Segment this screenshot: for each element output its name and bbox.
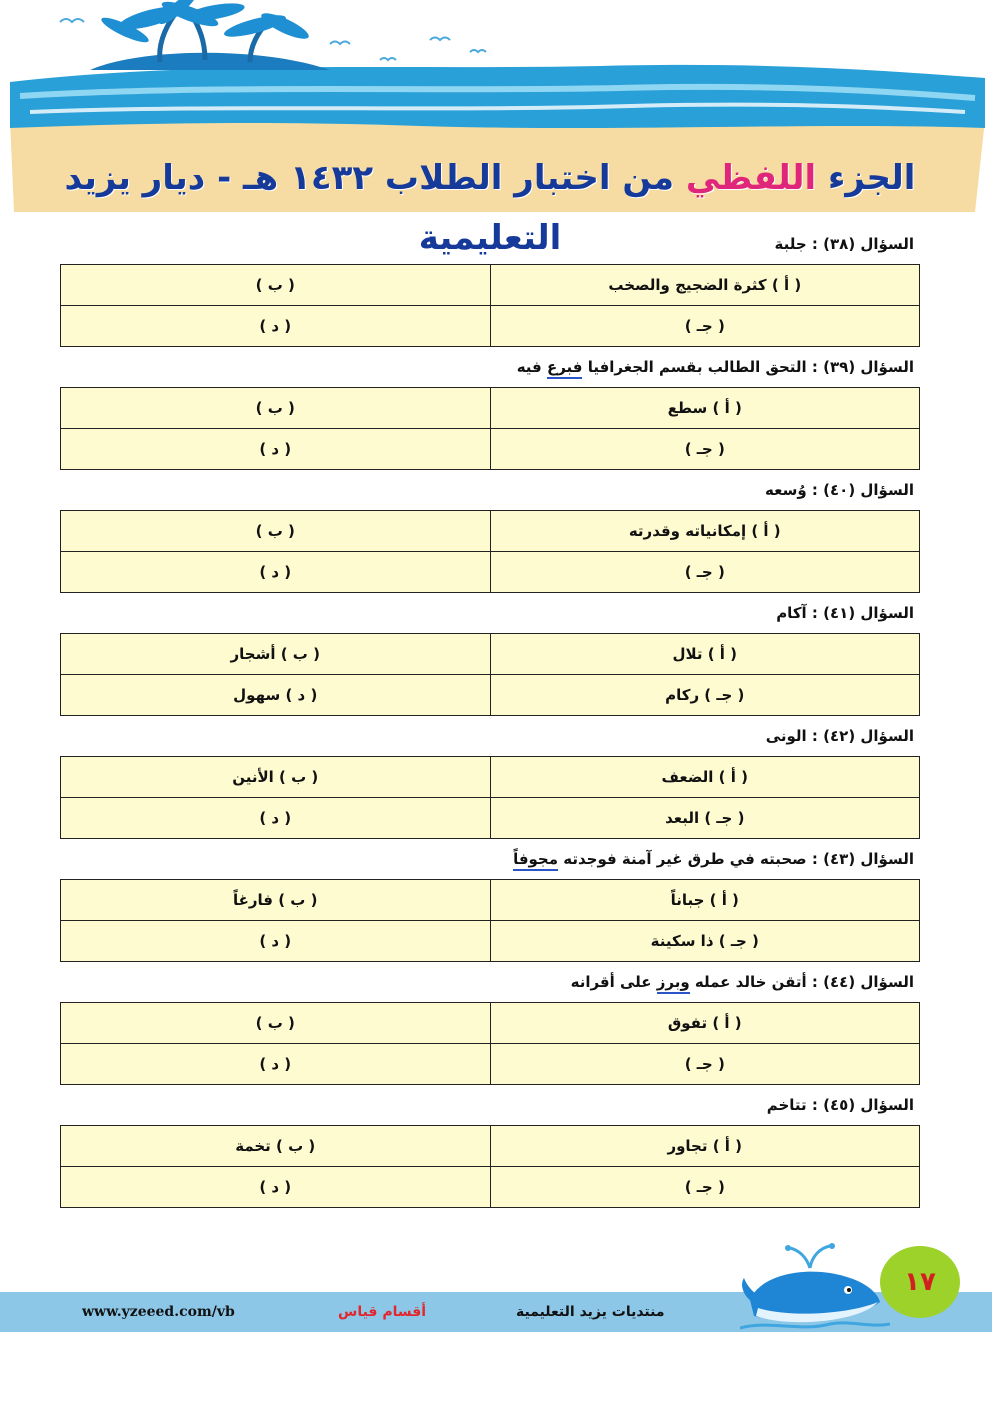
option-c[interactable]: ( جـ ) ذا سكينة xyxy=(490,921,920,962)
title-part-1: الجزء xyxy=(828,158,916,198)
question-stem-underlined: فبرع xyxy=(547,358,583,379)
question-stem: وُسعه xyxy=(765,481,807,499)
option-a[interactable]: ( أ ) جباناً xyxy=(490,880,920,921)
option-b[interactable]: ( ب ) xyxy=(61,265,491,306)
question-heading xyxy=(60,964,920,1002)
option-c[interactable]: ( جـ ) xyxy=(490,429,920,470)
option-a[interactable]: ( أ ) إمكانياته وقدرته xyxy=(490,511,920,552)
option-b[interactable]: ( ب ) xyxy=(61,388,491,429)
question-stem: تتاخم xyxy=(766,1096,807,1114)
question-stem-before: التحق الطالب بقسم الجغرافيا xyxy=(582,358,807,376)
question-stem: جلبة xyxy=(774,235,807,253)
footer-forum-name: منتديات يزيد التعليمية xyxy=(516,1304,665,1320)
question-stem: آكام xyxy=(776,604,807,622)
question-heading xyxy=(60,841,920,879)
options-table xyxy=(60,879,920,962)
option-a[interactable]: ( أ ) كثرة الضجيج والصخب xyxy=(490,265,920,306)
option-d[interactable]: ( د ) xyxy=(61,552,491,593)
options-table xyxy=(60,633,920,716)
option-c[interactable]: ( جـ ) xyxy=(490,1044,920,1085)
footer-url-link[interactable]: www.yzeeed.com/vb xyxy=(82,1304,235,1320)
options-table xyxy=(60,1125,920,1208)
question-stem-underlined: مجوفاً xyxy=(513,850,558,871)
option-b[interactable]: ( ب ) xyxy=(61,1003,491,1044)
question-label: السؤال (٣٨) : xyxy=(806,235,914,253)
option-c[interactable]: ( جـ ) ركام xyxy=(490,675,920,716)
option-b[interactable]: ( ب ) الأنين xyxy=(61,757,491,798)
question-label: السؤال (٤٠) : xyxy=(806,481,914,499)
option-c[interactable]: ( جـ ) xyxy=(490,552,920,593)
option-d[interactable]: ( د ) xyxy=(61,429,491,470)
question-41 xyxy=(60,595,920,716)
option-c[interactable]: ( جـ ) xyxy=(490,1167,920,1208)
question-heading xyxy=(60,1087,920,1125)
option-a[interactable]: ( أ ) الضعف xyxy=(490,757,920,798)
question-39 xyxy=(60,349,920,470)
option-d[interactable]: ( د ) xyxy=(61,798,491,839)
question-42 xyxy=(60,718,920,839)
title-part-2: من اختبار الطلاب ١٤٣٢ هـ - ديار يزيد التعليمية xyxy=(64,158,675,258)
option-b[interactable]: ( ب ) تخمة xyxy=(61,1126,491,1167)
question-heading xyxy=(60,472,920,510)
question-44 xyxy=(60,964,920,1085)
question-heading xyxy=(60,349,920,387)
option-a[interactable]: ( أ ) سطع xyxy=(490,388,920,429)
question-stem-after: على أقرانه xyxy=(570,973,657,991)
page-number-badge: ١٧ xyxy=(880,1246,960,1318)
whale-icon xyxy=(740,1238,890,1333)
question-stem-before: أتقن خالد عمله xyxy=(689,973,807,991)
question-38 xyxy=(60,226,920,347)
question-label: السؤال (٤٢) : xyxy=(806,727,914,745)
options-table xyxy=(60,264,920,347)
option-a[interactable]: ( أ ) تجاور xyxy=(490,1126,920,1167)
option-c[interactable]: ( جـ ) البعد xyxy=(490,798,920,839)
questions-list xyxy=(60,226,920,1210)
option-c[interactable]: ( جـ ) xyxy=(490,306,920,347)
question-label: السؤال (٤٤) : xyxy=(806,973,914,991)
question-stem-underlined: وبرز xyxy=(657,973,690,994)
question-stem-before: صحبته في طرق غير آمنة فوجدته xyxy=(558,850,807,868)
footer-qiyas-link[interactable]: أقسام قياس xyxy=(338,1304,427,1320)
question-45 xyxy=(60,1087,920,1208)
options-table xyxy=(60,510,920,593)
option-d[interactable]: ( د ) سهول xyxy=(61,675,491,716)
option-d[interactable]: ( د ) xyxy=(61,1167,491,1208)
options-table xyxy=(60,1002,920,1085)
option-d[interactable]: ( د ) xyxy=(61,921,491,962)
question-label: السؤال (٣٩) : xyxy=(806,358,914,376)
option-d[interactable]: ( د ) xyxy=(61,1044,491,1085)
question-heading xyxy=(60,595,920,633)
question-heading xyxy=(60,718,920,756)
option-a[interactable]: ( أ ) تلال xyxy=(490,634,920,675)
option-a[interactable]: ( أ ) تفوق xyxy=(490,1003,920,1044)
options-table xyxy=(60,756,920,839)
option-b[interactable]: ( ب ) فارغاً xyxy=(61,880,491,921)
question-40 xyxy=(60,472,920,593)
option-d[interactable]: ( د ) xyxy=(61,306,491,347)
option-b[interactable]: ( ب ) أشجار xyxy=(61,634,491,675)
question-label: السؤال (٤٥) : xyxy=(806,1096,914,1114)
question-43 xyxy=(60,841,920,962)
question-heading xyxy=(60,226,920,264)
title-highlight: اللفظي xyxy=(685,158,817,198)
option-b[interactable]: ( ب ) xyxy=(61,511,491,552)
question-label: السؤال (٤١) : xyxy=(806,604,914,622)
question-stem-after: فيه xyxy=(516,358,547,376)
options-table xyxy=(60,387,920,470)
question-stem: الونى xyxy=(765,727,807,745)
question-label: السؤال (٤٣) : xyxy=(806,850,914,868)
